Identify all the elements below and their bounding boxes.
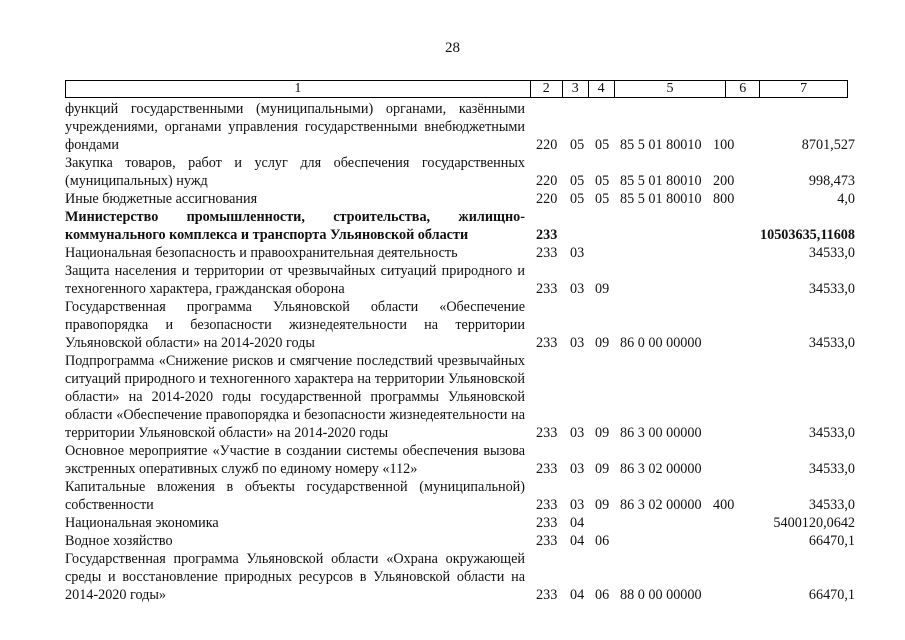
row-col-7: 66470,1 [808, 533, 855, 549]
row-col-3: 05 [570, 173, 585, 189]
row-col-4: 09 [595, 335, 610, 351]
header-col-3: 3 [562, 81, 588, 97]
row-col-3: 03 [570, 245, 585, 261]
row-col-6: 100 [713, 137, 735, 153]
row-col-5: 85 5 01 80010 [620, 173, 702, 189]
row-col-3: 05 [570, 137, 585, 153]
row-col-7: 5400120,0642 [773, 515, 855, 531]
row-col-3: 03 [570, 497, 585, 513]
table-row [65, 298, 855, 352]
row-col-4: 09 [595, 497, 610, 513]
row-col-2: 233 [536, 335, 558, 351]
row-col-3: 03 [570, 335, 585, 351]
table-row [65, 190, 855, 208]
row-col-5: 86 3 00 00000 [620, 425, 702, 441]
row-name: Защита населения и территории от чрезвычайных ситуаций природного и техногенного характера, гражданская оборона [65, 263, 525, 297]
row-col-3: 04 [570, 533, 585, 549]
row-col-2: 220 [536, 173, 558, 189]
row-col-7: 34533,0 [808, 245, 855, 261]
row-name: функций государственными (муниципальными) органами, казёнными учреждениями, органами управления государственными внебюджетными фондами [65, 101, 525, 153]
row-name: Министерство промышленности, строительства, жилищно-коммунального комплекса и транспорта Ульяновской области [65, 209, 525, 243]
row-name: Подпрограмма «Снижение рисков и смягчение последствий чрезвычайных ситуаций природного и техногенного характера на территории Ульяновской области» на 2014-2020 годы государственной программы Ульяновской области «Обеспечение правопорядка и безопасности жизнедеятельности на территории Ульяновской области» на 2014-2020 годы [65, 353, 525, 441]
row-col-4: 09 [595, 281, 610, 297]
table-body [65, 100, 855, 604]
row-col-2: 220 [536, 137, 558, 153]
row-col-2: 233 [536, 281, 558, 297]
table-row [65, 154, 855, 190]
row-col-7: 34533,0 [808, 425, 855, 441]
row-col-3: 05 [570, 191, 585, 207]
row-name: Иные бюджетные ассигнования [65, 191, 258, 207]
row-name: Национальная безопасность и правоохранительная деятельность [65, 245, 458, 261]
header-col-6: 6 [725, 81, 759, 97]
page-number: 28 [445, 40, 460, 56]
row-col-7: 34533,0 [808, 281, 855, 297]
row-name: Водное хозяйство [65, 533, 173, 549]
header-col-1: 1 [294, 81, 302, 96]
table-row [65, 244, 855, 262]
row-col-2: 233 [536, 587, 558, 603]
header-col-7: 7 [759, 81, 847, 97]
row-col-2: 233 [536, 515, 558, 531]
row-name: Закупка товаров, работ и услуг для обеспечения государственных (муниципальных) нужд [65, 155, 525, 189]
row-col-2: 220 [536, 191, 558, 207]
row-col-5: 85 5 01 80010 [620, 137, 702, 153]
row-col-5: 85 5 01 80010 [620, 191, 702, 207]
table-row [65, 352, 855, 442]
row-col-3: 04 [570, 587, 585, 603]
row-col-7: 8701,527 [801, 137, 855, 153]
row-col-4: 05 [595, 137, 610, 153]
row-col-2: 233 [536, 533, 558, 549]
row-col-3: 03 [570, 281, 585, 297]
row-col-6: 800 [713, 191, 735, 207]
row-col-7: 4,0 [837, 191, 855, 207]
row-name: Государственная программа Ульяновской области «Охрана окружающей среды и восстановление природных ресурсов в Ульяновской области на 2014-2020 годы» [65, 551, 525, 603]
row-col-7: 34533,0 [808, 461, 855, 477]
table-row [65, 514, 855, 532]
row-col-7: 998,473 [808, 173, 855, 189]
row-col-3: 03 [570, 461, 585, 477]
row-col-3: 03 [570, 425, 585, 441]
row-col-5: 86 0 00 00000 [620, 335, 702, 351]
table-header [65, 80, 848, 98]
table-row [65, 262, 855, 298]
header-col-4: 4 [588, 81, 614, 97]
table-row [65, 532, 855, 550]
row-col-5: 86 3 02 00000 [620, 497, 702, 513]
table-row [65, 100, 855, 154]
row-col-2: 233 [536, 497, 558, 513]
table-row [65, 550, 855, 604]
row-col-5: 86 3 02 00000 [620, 461, 702, 477]
row-col-6: 200 [713, 173, 735, 189]
row-col-4: 05 [595, 173, 610, 189]
header-col-5: 5 [614, 81, 726, 97]
row-col-7: 34533,0 [808, 497, 855, 513]
table-row [65, 478, 855, 514]
row-col-4: 09 [595, 461, 610, 477]
row-col-2: 233 [536, 245, 558, 261]
row-col-4: 05 [595, 191, 610, 207]
row-name: Государственная программа Ульяновской области «Обеспечение правопорядка и безопасности жизнедеятельности на территории Ульяновской области» на 2014-2020 годы [65, 299, 525, 351]
row-col-5: 88 0 00 00000 [620, 587, 702, 603]
row-col-7: 10503635,11608 [760, 227, 855, 243]
row-name: Основное мероприятие «Участие в создании системы обеспечения вызова экстренных оперативных служб по единому номеру «112» [65, 443, 525, 477]
row-col-7: 66470,1 [808, 587, 855, 603]
row-name: Национальная экономика [65, 515, 219, 531]
row-name: Капитальные вложения в объекты государственной (муниципальной) собственности [65, 479, 525, 513]
row-col-7: 34533,0 [808, 335, 855, 351]
row-col-4: 06 [595, 533, 610, 549]
row-col-4: 06 [595, 587, 610, 603]
header-col-2: 2 [530, 81, 562, 97]
row-col-2: 233 [536, 227, 558, 243]
row-col-6: 400 [713, 497, 735, 513]
table-row-ministry [65, 208, 855, 244]
table-row [65, 442, 855, 478]
row-col-2: 233 [536, 425, 558, 441]
row-col-4: 09 [595, 425, 610, 441]
row-col-3: 04 [570, 515, 585, 531]
row-col-2: 233 [536, 461, 558, 477]
